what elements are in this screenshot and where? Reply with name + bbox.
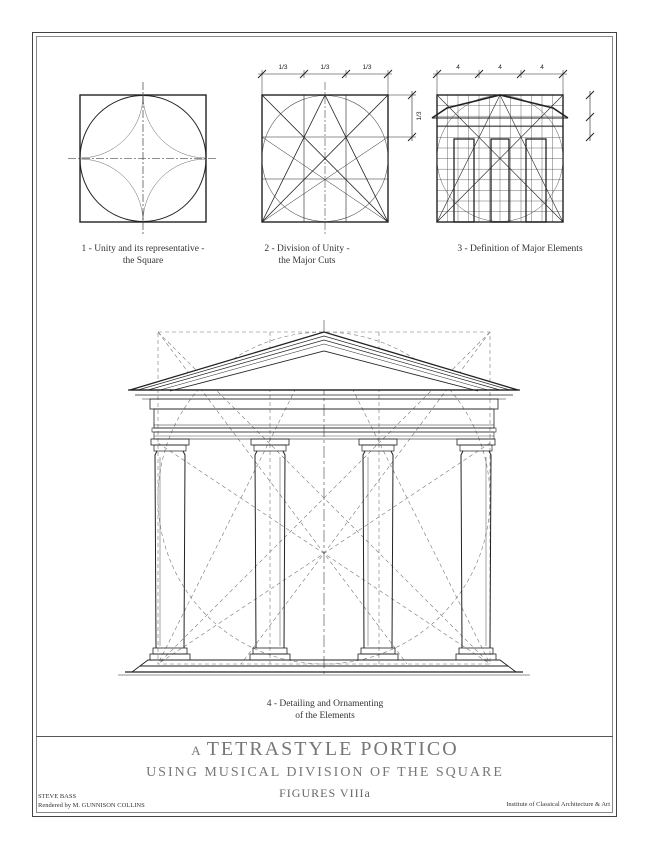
- figure-3-caption: [430, 243, 610, 255]
- figure-2-major-cuts: [258, 70, 416, 235]
- fig4-pediment: [128, 332, 520, 399]
- figure-3-caption-line1: 3 - Definition of Major Elements: [457, 244, 583, 254]
- institute-credit: Institute of Classical Architecture & Art: [506, 801, 610, 808]
- title-main: TETRASTYLE PORTICO: [206, 738, 459, 760]
- figure-3-major-elements: [432, 70, 594, 222]
- fig4-column-1: [150, 439, 190, 660]
- fig2-dim-label-1: 1/3: [278, 64, 288, 71]
- fig2-dim-side-label: 1/3: [416, 111, 423, 121]
- fig3-dim-label-2: 4: [498, 64, 502, 71]
- fig4-column-3: [358, 439, 398, 660]
- author-credit: STEVE BASS: [38, 793, 77, 800]
- fig3-dim-label-1: 4: [456, 64, 460, 71]
- title-line-2: USING MUSICAL DIVISION OF THE SQUARE: [146, 765, 504, 780]
- fig2-dim-label-2: 1/3: [320, 64, 330, 71]
- title-line-1: [0, 738, 650, 761]
- fig2-dim-label-3: 1/3: [362, 64, 372, 71]
- figure-4-caption-line1: 4 - Detailing and Ornamenting: [266, 699, 384, 709]
- fig3-dim-label-3: 4: [540, 64, 544, 71]
- figure-2-caption: [232, 243, 382, 267]
- figure-1-caption-line2: the Square: [122, 256, 164, 266]
- figure-1-caption-line1: 1 - Unity and its representative -: [81, 244, 205, 254]
- title-prefix: A: [191, 743, 203, 758]
- figure-4-caption: [225, 698, 425, 722]
- figure-4-caption-line2: of the Elements: [295, 711, 355, 721]
- figure-1-caption: [58, 243, 228, 267]
- figure-4-portico-elevation: [118, 320, 530, 675]
- title-line-3: FIGURES VIIIa: [279, 786, 371, 800]
- figure-2-caption-line1: 2 - Division of Unity -: [264, 244, 350, 254]
- renderer-credit: Rendered by M. GUNNISON COLLINS: [38, 802, 145, 809]
- figure-2-caption-line2: the Major Cuts: [278, 256, 336, 266]
